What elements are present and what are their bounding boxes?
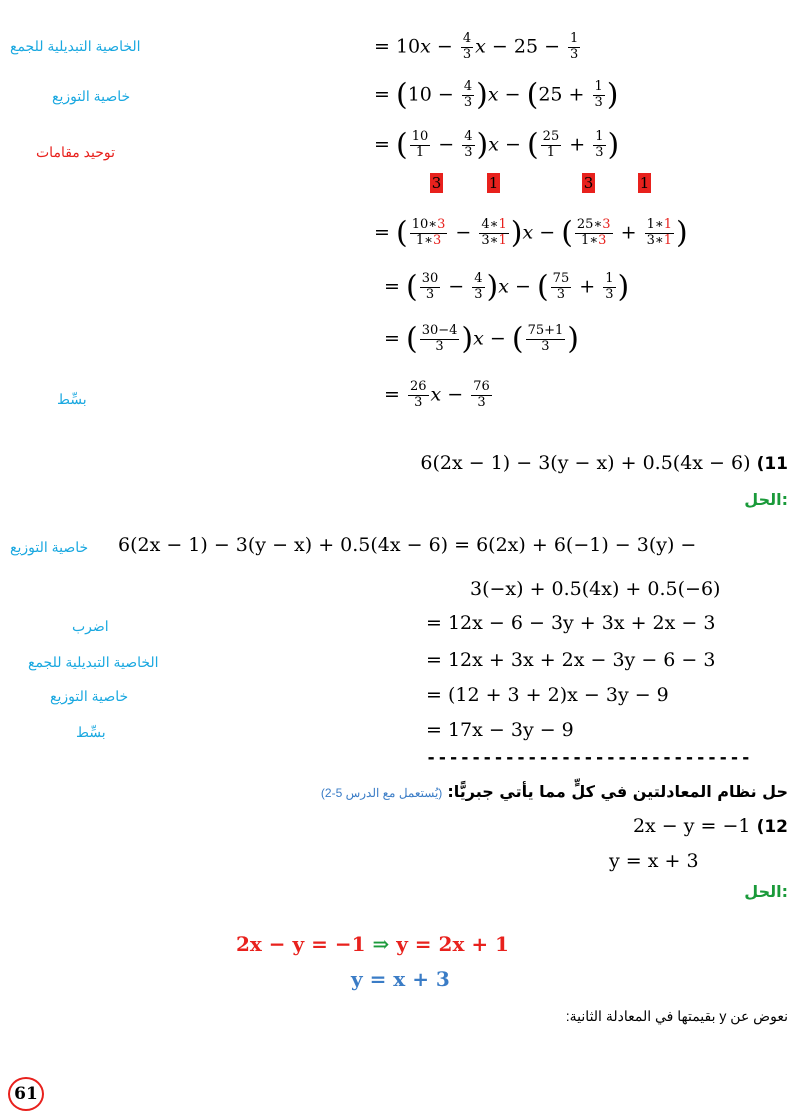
page-number-badge: 61	[8, 1077, 44, 1111]
math-line-4: = ( $\frac{10∗3}{1∗3}$ − $\frac{4∗1}{3∗1}$ )x − ( $\frac{25∗3}{1∗3}$ + $\frac{1∗1}{3∗1}$ )	[374, 215, 688, 251]
problem-11-number: (11	[756, 454, 788, 474]
solution-heading-11: الحل:	[744, 490, 788, 509]
math-line-1: = 10x − $\frac{4}{3}$ x − 25 − $\frac{1}{3}$	[374, 31, 579, 62]
annotation-commutative-add: الخاصية التبديلية للجمع	[10, 38, 141, 54]
step-left: 2x − y = −1	[236, 932, 366, 956]
section-heading	[321, 782, 788, 801]
multiplier-box: 1	[488, 174, 499, 192]
math-line-3: = ( $\frac{10}{1}$ − $\frac{4}{3}$ )x − ( $\frac{25}{1}$ + $\frac{1}{3}$ )	[374, 127, 620, 163]
step-substitution-1	[236, 932, 509, 956]
p11-line-3: = 12x − 6 − 3y + 3x + 2x − 3	[426, 612, 716, 634]
annotation-simplify: بسِّط	[57, 391, 87, 407]
math-line-5: = ( $\frac{30}{3}$ − $\frac{4}{3}$ )x − ( $\frac{75}{3}$ + $\frac{1}{3}$ )	[384, 269, 630, 305]
problem-12-eq1	[633, 815, 788, 837]
p11-line-1: 6(2x − 1) − 3(y − x) + 0.5(4x − 6) = 6(2x) + 6(−1) − 3(y) −	[118, 534, 697, 556]
problem-12-number: (12	[756, 817, 788, 837]
section-heading-text: حل نظام المعادلتين في كلٍّ مما يأتي جبريًّا:	[447, 782, 788, 801]
multiplier-box: 3	[583, 174, 594, 192]
problem-12-eq2: y = x + 3	[609, 850, 699, 872]
p11-line-5: = (12 + 3 + 2)x − 3y − 9	[426, 684, 669, 706]
multiplier-box: 3	[431, 174, 442, 192]
problem-11-text: 6(2x − 1) − 3(y − x) + 0.5(4x − 6)	[420, 452, 751, 474]
multiplier-box: 1	[639, 174, 650, 192]
p11-line-2: 3(−x) + 0.5(4x) + 0.5(−6)	[470, 578, 721, 600]
annotation-multiply: اضرب	[72, 618, 109, 634]
annotation-distributive: خاصية التوزيع	[10, 539, 89, 555]
step-right: y = 2x + 1	[396, 932, 509, 956]
p12-eq1-text: 2x − y = −1	[632, 815, 751, 837]
math-line-2: = (10 − $\frac{4}{3}$ )x − (25 + $\frac{1}{3}$ )	[374, 77, 619, 113]
divider: -----------------------------	[426, 748, 752, 768]
p11-line-6: = 17x − 3y − 9	[426, 719, 574, 741]
annotation-distributive: خاصية التوزيع	[50, 688, 129, 704]
annotation-commutative-add: الخاصية التبديلية للجمع	[28, 654, 159, 670]
math-line-6: = ( $\frac{30-4}{3}$ )x − ( $\frac{75+1}{3}$ )	[384, 321, 579, 357]
substitute-instruction: نعوض عن y بقيمتها في المعادلة الثانية:	[565, 1008, 788, 1024]
lesson-note: (يُستعمل مع الدرس 5-2)	[320, 786, 443, 800]
annotation-distributive: خاصية التوزيع	[52, 88, 131, 104]
arrow-icon: ⇒	[372, 932, 390, 956]
solution-heading-12: الحل:	[744, 882, 788, 901]
math-line-7: = $\frac{26}{3}$ x − $\frac{76}{3}$	[384, 379, 490, 410]
annotation-simplify: بسِّط	[76, 724, 106, 740]
step-eq2: y = x + 3	[351, 967, 450, 991]
p11-line-4: = 12x + 3x + 2x − 3y − 6 − 3	[426, 649, 716, 671]
annotation-common-denominator: توحيد مقامات	[36, 144, 116, 160]
problem-11-expression	[420, 452, 788, 474]
